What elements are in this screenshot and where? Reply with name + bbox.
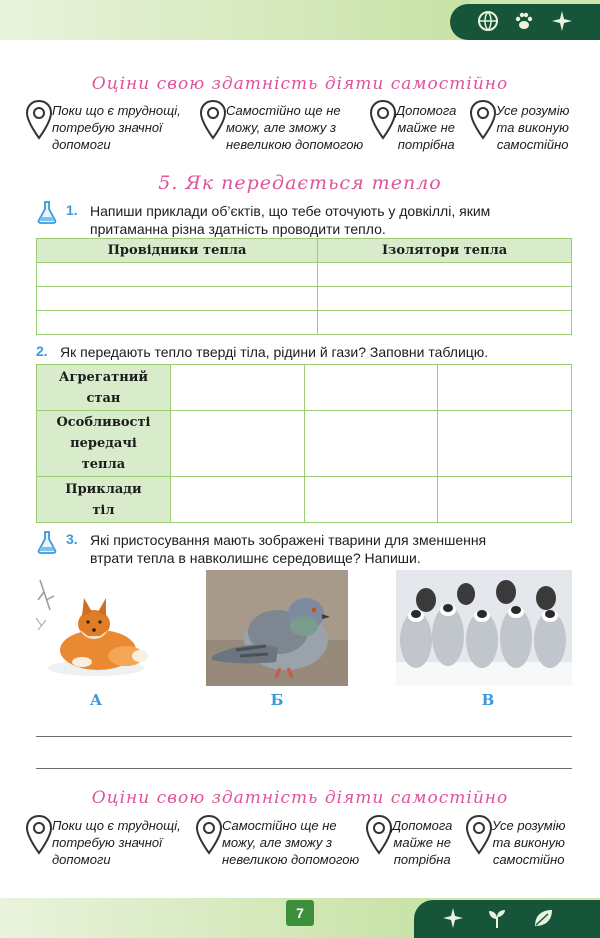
self-assessment-title: Оціни свою здатність діяти самостійно	[91, 74, 509, 94]
map-pin-icon	[200, 100, 226, 140]
table-row	[37, 287, 572, 311]
rating-option-text: Поки що є труднощі, потребую значної допомоги	[52, 103, 181, 152]
answer-cell[interactable]	[170, 411, 304, 477]
fox-image	[36, 570, 156, 686]
table-row	[37, 411, 572, 477]
self-assessment-scale	[26, 815, 586, 875]
answer-line[interactable]	[36, 736, 572, 737]
task-1-text: Напиши приклади об’єктів, що тебе оточують у довкіллі, яким притаманна різна здатність проводити тепло.	[90, 203, 491, 237]
rating-option-text: Самостійно ще не можу, але зможу з невеликою допомогою	[226, 103, 364, 152]
paw-icon	[512, 10, 536, 34]
self-assessment-scale	[26, 100, 586, 160]
rating-option-text: Усе розумію та виконую самостійно	[492, 818, 566, 867]
row-header-state: Агрегатний стан	[37, 365, 171, 411]
answer-cell[interactable]	[304, 365, 438, 411]
map-pin-icon	[470, 100, 496, 140]
globe-icon	[476, 10, 500, 34]
task-3-text: Які пристосування мають зображені тварини для зменшення втрати тепла в навколишнє середовище? Напиши.	[90, 532, 487, 566]
map-pin-icon	[366, 815, 392, 855]
map-pin-icon	[196, 815, 222, 855]
map-pin-icon	[26, 100, 52, 140]
answer-cell[interactable]	[37, 311, 318, 335]
answer-line[interactable]	[36, 768, 572, 769]
answer-cell[interactable]	[304, 477, 438, 523]
row-header-features: Особливості передачі тепла	[37, 411, 171, 477]
answer-cell[interactable]	[170, 365, 304, 411]
heat-conductors-table	[36, 238, 572, 335]
rating-option-text: Самостійно ще не можу, але зможу з невеликою допомогою	[222, 818, 360, 867]
answer-cell[interactable]	[304, 411, 438, 477]
rating-option-text: Допомога майже не потрібна	[396, 103, 457, 152]
table-row	[37, 263, 572, 287]
rating-option-text: Поки що є труднощі, потребую значної допомоги	[52, 818, 181, 867]
self-assessment-title: Оціни свою здатність діяти самостійно	[91, 788, 509, 808]
answer-cell[interactable]	[318, 311, 572, 335]
flask-icon	[36, 200, 58, 224]
answer-cell[interactable]	[318, 263, 572, 287]
table-header-insulators: Ізолятори тепла	[318, 239, 572, 263]
map-pin-icon	[26, 815, 52, 855]
page-number: 7	[286, 900, 314, 926]
task-2-text: Як передають тепло тверді тіла, рідини й гази? Заповни таблицю.	[60, 344, 489, 360]
heat-transfer-table	[36, 364, 572, 523]
image-label-a: А	[89, 691, 103, 709]
table-row	[37, 311, 572, 335]
answer-cell[interactable]	[438, 477, 572, 523]
rating-option-text: Усе розумію та виконую самостійно	[496, 103, 570, 152]
header-decoration	[450, 4, 600, 40]
task-1-number: 1.	[66, 202, 78, 218]
sparkle-icon	[440, 907, 466, 931]
sprout-icon	[484, 907, 510, 931]
table-row	[37, 365, 572, 411]
answer-cell[interactable]	[37, 263, 318, 287]
row-header-examples: Приклади тіл	[37, 477, 171, 523]
table-header-conductors: Провідники тепла	[37, 239, 318, 263]
penguins-image	[396, 570, 572, 686]
answer-cell[interactable]	[318, 287, 572, 311]
map-pin-icon	[466, 815, 492, 855]
task-2-number: 2.	[36, 343, 48, 359]
footer-decoration	[414, 900, 600, 938]
answer-cell[interactable]	[438, 365, 572, 411]
task-3-number: 3.	[66, 531, 78, 547]
answer-cell[interactable]	[438, 411, 572, 477]
answer-cell[interactable]	[37, 287, 318, 311]
table-row	[37, 477, 572, 523]
image-label-b: Б	[270, 691, 284, 709]
flask-icon	[36, 530, 58, 554]
image-label-c: В	[481, 691, 495, 709]
section-title: 5. Як передається тепло	[158, 172, 442, 194]
answer-cell[interactable]	[170, 477, 304, 523]
rating-option-text: Допомога майже не потрібна	[392, 818, 453, 867]
map-pin-icon	[370, 100, 396, 140]
pigeon-image	[206, 570, 348, 686]
leaf-icon	[530, 907, 556, 931]
sparkle-icon	[550, 10, 574, 34]
